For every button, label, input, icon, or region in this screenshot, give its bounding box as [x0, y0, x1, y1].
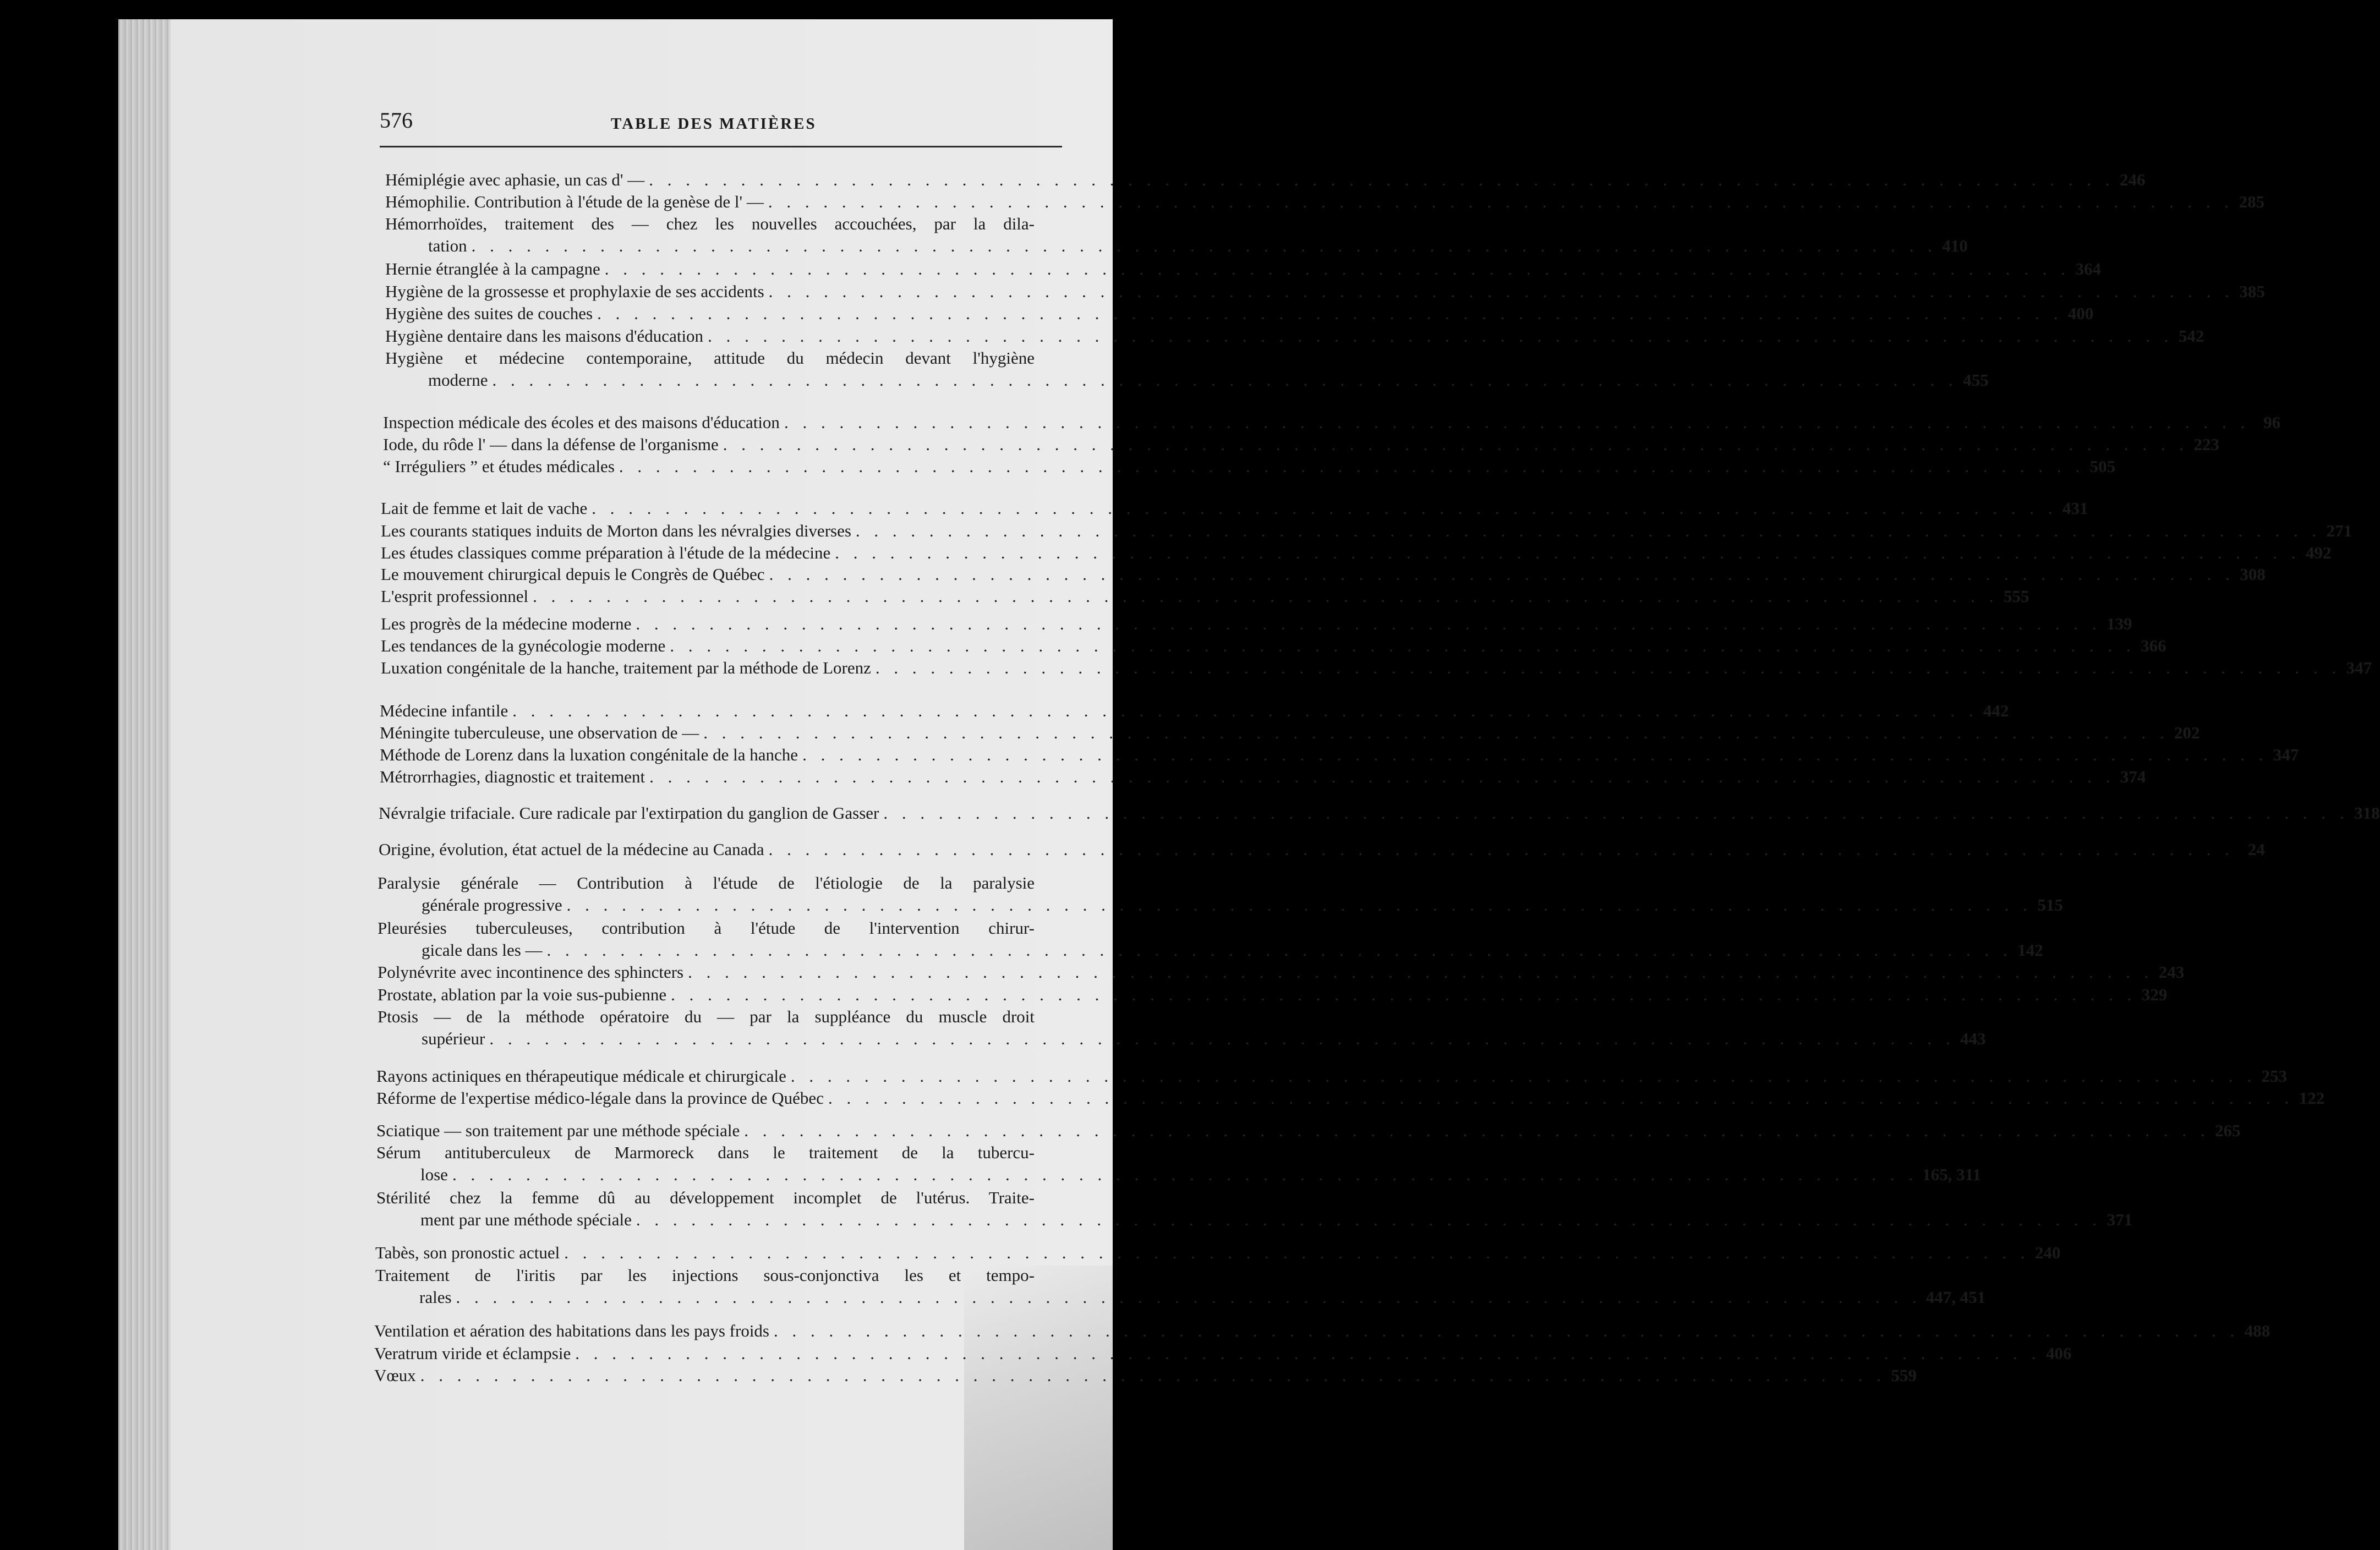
toc-page-number: 371 — [2107, 1210, 2133, 1229]
toc-entry — [422, 1028, 1986, 1050]
toc-entry-title: ment par une méthode spéciale — [420, 1210, 632, 1229]
leader-dots: . . . . . . . . . . . . . . . . . . . . . . . . . . . . . . . . . . . . . . . . . . . . . . . . . . . . . . . . . . . . . . . . . . . . . . . . . . . . . . . . — [670, 636, 2136, 655]
leader-dots: . . . . . . . . . . . . . . . . . . . . . . . . . . . . . . . . . . . . . . . . . . . . . . . . . . . . . . . . . . . . . . . . . . . . . . . . . . . . . . . . — [768, 192, 2234, 211]
toc-entry — [380, 722, 2200, 744]
toc-entry — [375, 1242, 2061, 1264]
leader-dots: . . . . . . . . . . . . . . . . . . . . . . . . . . . . . . . . . . . . . . . . . . . . . . . . . . . . . . . . . . . . . . . . . . . . . . . . . . . . . . . . — [784, 413, 2250, 432]
toc-page-number: 555 — [2003, 587, 2029, 606]
toc-page-number: 308 — [2240, 565, 2266, 584]
leader-dots: . . . . . . . . . . . . . . . . . . . . . . . . . . . . . . . . . . . . . . . . . . . . . . . . . . . . . . . . . . . . . . . . . . . . . . . . . . . . . . . . — [790, 1066, 2257, 1086]
toc-entry — [380, 766, 2146, 788]
toc-page-number: 202 — [2174, 723, 2200, 742]
leader-dots: . . . . . . . . . . . . . . . . . . . . . . . . . . . . . . . . . . . . . . . . . . . . . . . . . . . . . . . . . . . . . . . . . . . . . . . . . . . . . . . . — [420, 1366, 1886, 1385]
toc-entry — [380, 744, 2299, 766]
leader-dots: . . . . . . . . . . . . . . . . . . . . . . . . . . . . . . . . . . . . . . . . . . . . . . . . . . . . . . . . . . . . . . . . . . . . . . . . . . . . . . . . — [492, 370, 1958, 390]
toc-entry-first-line: Pleurésies tuberculeuses, contribution à l'étude de l'intervention chirur- — [377, 918, 1035, 938]
toc-entry — [376, 1087, 2325, 1109]
leader-dots: . . . . . . . . . . . . . . . . . . . . . . . . . . . . . . . . . . . . . . . . . . . . . . . . . . . . . . . . . . . . . . . . . . . . . . . . . . . . . . . . — [835, 543, 2301, 562]
toc-page-number: 366 — [2141, 636, 2166, 655]
toc-page-number: 96 — [2263, 413, 2281, 432]
toc-entry-title: Le mouvement chirurgical depuis le Congrès de Québec — [381, 565, 765, 584]
leader-dots: . . . . . . . . . . . . . . . . . . . . . . . . . . . . . . . . . . . . . . . . . . . . . . . . . . . . . . . . . . . . . . . . . . . . . . . . . . . . . . . . — [636, 1210, 2102, 1229]
leader-dots: . . . . . . . . . . . . . . . . . . . . . . . . . . . . . . . . . . . . . . . . . . . . . . . . . . . . . . . . . . . . . . . . . . . . . . . . . . . . . . . . — [546, 940, 2012, 960]
toc-page-number: 442 — [1983, 701, 2009, 720]
toc-entry-title: Hygiène dentaire dans les maisons d'éducation — [385, 326, 704, 346]
leader-dots: . . . . . . . . . . . . . . . . . . . . . . . . . . . . . . . . . . . . . . . . . . . . . . . . . . . . . . . . . . . . . . . . . . . . . . . . . . . . . . . . — [671, 985, 2137, 1004]
toc-entry-title: Rayons actiniques en thérapeutique médicale et chirurgicale — [376, 1066, 786, 1086]
toc-entry — [385, 325, 2204, 347]
toc-entry-title: Sciatique — son traitement par une méthode spéciale — [376, 1121, 740, 1140]
toc-page-number: 455 — [1963, 370, 1989, 390]
toc-page-number: 271 — [2326, 521, 2352, 540]
toc-entry — [374, 1343, 2072, 1365]
toc-entry — [374, 1320, 2270, 1342]
leader-dots: . . . . . . . . . . . . . . . . . . . . . . . . . . . . . . . . . . . . . . . . . . . . . . . . . . . . . . . . . . . . . . . . . . . . . . . . . . . . . . . . — [575, 1344, 2041, 1363]
toc-page-number: 505 — [2089, 457, 2116, 476]
toc-entry-title: rales — [419, 1288, 452, 1307]
book-spine — [118, 19, 171, 1550]
leader-dots: . . . . . . . . . . . . . . . . . . . . . . . . . . . . . . . . . . . . . . . . . . . . . . . . . . . . . . . . . . . . . . . . . . . . . . . . . . . . . . . . — [768, 282, 2234, 301]
leader-dots: . . . . . . . . . . . . . . . . . . . . . . . . . . . . . . . . . . . . . . . . . . . . . . . . . . . . . . . . . . . . . . . . . . . . . . . . . . . . . . . . — [828, 1088, 2294, 1108]
leader-dots: . . . . . . . . . . . . . . . . . . . . . . . . . . . . . . . . . . . . . . . . . . . . . . . . . . . . . . . . . . . . . . . . . . . . . . . . . . . . . . . . — [452, 1165, 1918, 1184]
toc-entry-title: “ Irréguliers ” et études médicales — [383, 457, 615, 476]
toc-entry-title: Les progrès de la médecine moderne — [381, 614, 632, 633]
toc-entry-title: Origine, évolution, état actuel de la médecine au Canada — [379, 840, 764, 859]
toc-entry-title: tation — [428, 236, 467, 255]
toc-page-number: 542 — [2178, 326, 2204, 346]
toc-entry — [383, 434, 2220, 456]
leader-dots: . . . . . . . . . . . . . . . . . . . . . . . . . . . . . . . . . . . . . . . . . . . . . . . . . . . . . . . . . . . . . . . . . . . . . . . . . . . . . . . . — [688, 962, 2154, 982]
leader-dots: . . . . . . . . . . . . . . . . . . . . . . . . . . . . . . . . . . . . . . . . . . . . . . . . . . . . . . . . . . . . . . . . . . . . . . . . . . . . . . . . — [875, 658, 2341, 677]
leader-dots: . . . . . . . . . . . . . . . . . . . . . . . . . . . . . . . . . . . . . . . . . . . . . . . . . . . . . . . . . . . . . . . . . . . . . . . . . . . . . . . . — [566, 895, 2032, 914]
toc-entry-title: Iode, du rôde l' — dans la défense de l'organisme — [383, 435, 719, 454]
toc-entry — [379, 802, 2380, 824]
leader-dots: . . . . . . . . . . . . . . . . . . . . . . . . . . . . . . . . . . . . . . . . . . . . . . . . . . . . . . . . . . . . . . . . . . . . . . . . . . . . . . . . — [604, 259, 2070, 278]
leader-dots: . . . . . . . . . . . . . . . . . . . . . . . . . . . . . . . . . . . . . . . . . . . . . . . . . . . . . . . . . . . . . . . . . . . . . . . . . . . . . . . . — [768, 840, 2234, 859]
toc-page-number: 559 — [1891, 1366, 1917, 1385]
leader-dots: . . . . . . . . . . . . . . . . . . . . . . . . . . . . . . . . . . . . . . . . . . . . . . . . . . . . . . . . . . . . . . . . . . . . . . . . . . . . . . . . — [619, 457, 2085, 476]
toc-entry — [419, 1286, 1986, 1308]
leader-dots: . . . . . . . . . . . . . . . . . . . . . . . . . . . . . . . . . . . . . . . . . . . . . . . . . . . . . . . . . . . . . . . . . . . . . . . . . . . . . . . . — [471, 236, 1937, 255]
leader-dots: . . . . . . . . . . . . . . . . . . . . . . . . . . . . . . . . . . . . . . . . . . . . . . . . . . . . . . . . . . . . . . . . . . . . . . . . . . . . . . . . — [592, 499, 2058, 518]
page-number: 576 — [380, 108, 413, 133]
toc-entry-title: supérieur — [422, 1029, 485, 1048]
toc-entry-title: Inspection médicale des écoles et des maisons d'éducation — [383, 413, 780, 432]
toc-entry — [385, 258, 2101, 280]
toc-entry — [381, 542, 2332, 564]
toc-entry-title: Les études classiques comme préparation à l'étude de la médecine — [381, 543, 831, 562]
toc-page-number: 240 — [2035, 1243, 2061, 1262]
leader-dots: . . . . . . . . . . . . . . . . . . . . . . . . . . . . . . . . . . . . . . . . . . . . . . . . . . . . . . . . . . . . . . . . . . . . . . . . . . . . . . . . — [649, 767, 2115, 786]
toc-entry — [422, 939, 2043, 961]
toc-page-number: 265 — [2215, 1121, 2241, 1140]
running-title: TABLE DES MATIÈRES — [611, 115, 817, 133]
page-header — [380, 107, 1062, 147]
toc-page-number: 165, 311 — [1922, 1165, 1981, 1184]
toc-entry — [428, 369, 1989, 391]
toc-entry — [381, 657, 2372, 679]
toc-page-number: 246 — [2120, 170, 2146, 189]
toc-entry — [385, 303, 2094, 325]
toc-entry — [383, 456, 2116, 478]
toc-entry — [381, 520, 2352, 542]
toc-page-number: 374 — [2120, 767, 2146, 786]
toc-page-number: 243 — [2158, 962, 2185, 982]
toc-entry — [420, 1164, 1981, 1186]
leader-dots: . . . . . . . . . . . . . . . . . . . . . . . . . . . . . . . . . . . . . . . . . . . . . . . . . . . . . . . . . . . . . . . . . . . . . . . . . . . . . . . . — [883, 803, 2349, 823]
toc-entry-title: Les tendances de la gynécologie moderne — [381, 636, 666, 655]
toc-page-number: 253 — [2261, 1066, 2288, 1086]
leader-dots: . . . . . . . . . . . . . . . . . . . . . . . . . . . . . . . . . . . . . . . . . . . . . . . . . . . . . . . . . . . . . . . . . . . . . . . . . . . . . . . . — [723, 435, 2189, 454]
toc-page-number: 488 — [2244, 1321, 2270, 1340]
toc-entry-title: Hémiplégie avec aphasie, un cas d' — — [385, 170, 645, 189]
leader-dots: . . . . . . . . . . . . . . . . . . . . . . . . . . . . . . . . . . . . . . . . . . . . . . . . . . . . . . . . . . . . . . . . . . . . . . . . . . . . . . . . — [564, 1243, 2030, 1262]
toc-page-number: 139 — [2107, 614, 2132, 633]
toc-entry-title: moderne — [428, 370, 488, 390]
toc-entry-title: Hernie étranglée à la campagne — [385, 259, 600, 278]
leader-dots: . . . . . . . . . . . . . . . . . . . . . . . . . . . . . . . . . . . . . . . . . . . . . . . . . . . . . . . . . . . . . . . . . . . . . . . . . . . . . . . . — [456, 1288, 1922, 1307]
leader-dots: . . . . . . . . . . . . . . . . . . . . . . . . . . . . . . . . . . . . . . . . . . . . . . . . . . . . . . . . . . . . . . . . . . . . . . . . . . . . . . . . — [708, 326, 2174, 346]
toc-page-number: 347 — [2273, 745, 2299, 764]
toc-page-number: 285 — [2239, 192, 2265, 211]
toc-entry — [376, 1120, 2241, 1142]
toc-entry-first-line: Ptosis — de la méthode opératoire du — par la suppléance du muscle droit — [377, 1007, 1035, 1026]
toc-entry-title: Hygiène des suites de couches — [385, 304, 593, 323]
toc-entry-title: Médecine infantile — [380, 701, 508, 720]
leader-dots: . . . . . . . . . . . . . . . . . . . . . . . . . . . . . . . . . . . . . . . . . . . . . . . . . . . . . . . . . . . . . . . . . . . . . . . . . . . . . . . . — [855, 521, 2322, 540]
toc-entry-title: Tabès, son pronostic actuel — [375, 1243, 560, 1262]
toc-page-number: 318 — [2354, 803, 2380, 823]
leader-dots: . . . . . . . . . . . . . . . . . . . . . . . . . . . . . . . . . . . . . . . . . . . . . . . . . . . . . . . . . . . . . . . . . . . . . . . . . . . . . . . . — [703, 723, 2169, 742]
toc-page-number: 142 — [2017, 940, 2043, 960]
toc-page-number: 443 — [1960, 1029, 1986, 1048]
toc-page-number: 406 — [2045, 1344, 2072, 1363]
toc-entry-title: Métrorrhagies, diagnostic et traitement — [380, 767, 645, 786]
toc-entry-title: Hémophilie. Contribution à l'étude de la genèse de l' — — [385, 192, 764, 211]
toc-entry-title: Les courants statiques induits de Morton dans les névralgies diverses — [381, 521, 851, 540]
toc-entry-first-line: Hygiène et médecine contemporaine, attitude du médecin devant l'hygiène — [385, 348, 1035, 368]
toc-page-number: 122 — [2299, 1088, 2325, 1108]
toc-entry-title: Polynévrite avec incontinence des sphincters — [377, 962, 684, 982]
toc-entry-first-line: Stérilité chez la femme dû au développement incomplet de l'utérus. Traite- — [376, 1188, 1035, 1207]
toc-entry-title: Prostate, ablation par la voie sus-pubienne — [377, 985, 667, 1004]
toc-entry — [374, 1365, 1917, 1387]
leader-dots: . . . . . . . . . . . . . . . . . . . . . . . . . . . . . . . . . . . . . . . . . . . . . . . . . . . . . . . . . . . . . . . . . . . . . . . . . . . . . . . . — [744, 1121, 2210, 1140]
toc-entry — [422, 894, 2063, 916]
toc-entry — [381, 497, 2088, 519]
leader-dots: . . . . . . . . . . . . . . . . . . . . . . . . . . . . . . . . . . . . . . . . . . . . . . . . . . . . . . . . . . . . . . . . . . . . . . . . . . . . . . . . — [636, 614, 2102, 633]
toc-page-number: 223 — [2193, 435, 2220, 454]
toc-entry-title: Vœux — [374, 1366, 416, 1385]
toc-entry — [383, 412, 2281, 434]
toc-entry-title: Méthode de Lorenz dans la luxation congénitale de la hanche — [380, 745, 798, 764]
toc-entry — [377, 984, 2168, 1006]
toc-page-number: 329 — [2141, 985, 2168, 1004]
toc-page-number: 364 — [2075, 259, 2101, 278]
toc-entry-first-line: Traitement de l'iritis par les injections sous-conjonctiva les et tempo- — [375, 1266, 1035, 1285]
toc-entry — [420, 1209, 2133, 1231]
toc-page-number: 515 — [2037, 895, 2063, 914]
toc-page-number: 347 — [2346, 658, 2372, 677]
toc-page-number: 410 — [1942, 236, 1968, 255]
toc-entry-title: lose — [420, 1165, 448, 1184]
toc-entry — [381, 613, 2132, 635]
toc-page-number: 24 — [2247, 840, 2265, 859]
toc-entry-first-line: Paralysie générale — Contribution à l'étude de l'étiologie de la paralysie — [377, 873, 1035, 892]
toc-entry-title: Luxation congénitale de la hanche, traitement par la méthode de Lorenz — [381, 658, 871, 677]
toc-page-number: 431 — [2062, 499, 2088, 518]
toc-page-number: 385 — [2239, 282, 2265, 301]
toc-entry-first-line: Hémorrhoïdes, traitement des — chez les nouvelles accouchées, par la dila- — [385, 214, 1035, 233]
leader-dots: . . . . . . . . . . . . . . . . . . . . . . . . . . . . . . . . . . . . . . . . . . . . . . . . . . . . . . . . . . . . . . . . . . . . . . . . . . . . . . . . — [597, 304, 2063, 323]
toc-entry-title: générale progressive — [422, 895, 562, 914]
leader-dots: . . . . . . . . . . . . . . . . . . . . . . . . . . . . . . . . . . . . . . . . . . . . . . . . . . . . . . . . . . . . . . . . . . . . . . . . . . . . . . . . — [802, 745, 2268, 764]
toc-entry — [385, 191, 2265, 213]
toc-entry — [381, 563, 2266, 585]
toc-entry — [385, 169, 2146, 191]
toc-entry-title: Méningite tuberculeuse, une observation de — — [380, 723, 699, 742]
toc-page-number: 400 — [2067, 304, 2094, 323]
toc-entry-title: Hygiène de la grossesse et prophylaxie de ses accidents — [385, 282, 764, 301]
toc-entry — [377, 961, 2185, 983]
leader-dots: . . . . . . . . . . . . . . . . . . . . . . . . . . . . . . . . . . . . . . . . . . . . . . . . . . . . . . . . . . . . . . . . . . . . . . . . . . . . . . . . — [533, 587, 1999, 606]
toc-entry-title: gicale dans les — — [422, 940, 543, 960]
toc-entry — [381, 635, 2166, 657]
toc-entry-title: Lait de femme et lait de vache — [381, 499, 588, 518]
toc-entry — [376, 1065, 2288, 1087]
toc-entry-title: Ventilation et aération des habitations dans les pays froids — [374, 1321, 769, 1340]
leader-dots: . . . . . . . . . . . . . . . . . . . . . . . . . . . . . . . . . . . . . . . . . . . . . . . . . . . . . . . . . . . . . . . . . . . . . . . . . . . . . . . . — [489, 1029, 1955, 1048]
toc-entry-title: L'esprit professionnel — [381, 587, 529, 606]
toc-entry — [428, 235, 1968, 257]
toc-entry-title: Réforme de l'expertise médico-légale dans la province de Québec — [376, 1088, 824, 1108]
toc-entry-title: Veratrum viride et éclampsie — [374, 1344, 571, 1363]
toc-page-number: 447, 451 — [1925, 1288, 1986, 1307]
toc-entry — [385, 281, 2265, 303]
toc-entry-title: Névralgie trifaciale. Cure radicale par l'extirpation du ganglion de Gasser — [379, 803, 879, 823]
leader-dots: . . . . . . . . . . . . . . . . . . . . . . . . . . . . . . . . . . . . . . . . . . . . . . . . . . . . . . . . . . . . . . . . . . . . . . . . . . . . . . . . — [512, 701, 1978, 720]
toc-entry — [380, 700, 2009, 722]
toc-entry — [381, 585, 2029, 607]
toc-entry-first-line: Sérum antituberculeux de Marmoreck dans le traitement de la tubercu- — [376, 1143, 1035, 1162]
leader-dots: . . . . . . . . . . . . . . . . . . . . . . . . . . . . . . . . . . . . . . . . . . . . . . . . . . . . . . . . . . . . . . . . . . . . . . . . . . . . . . . . — [774, 1321, 2240, 1340]
toc-page-number: 492 — [2306, 543, 2332, 562]
leader-dots: . . . . . . . . . . . . . . . . . . . . . . . . . . . . . . . . . . . . . . . . . . . . . . . . . . . . . . . . . . . . . . . . . . . . . . . . . . . . . . . . — [769, 565, 2235, 584]
toc-entry — [379, 839, 2265, 861]
leader-dots: . . . . . . . . . . . . . . . . . . . . . . . . . . . . . . . . . . . . . . . . . . . . . . . . . . . . . . . . . . . . . . . . . . . . . . . . . . . . . . . . — [649, 170, 2115, 189]
